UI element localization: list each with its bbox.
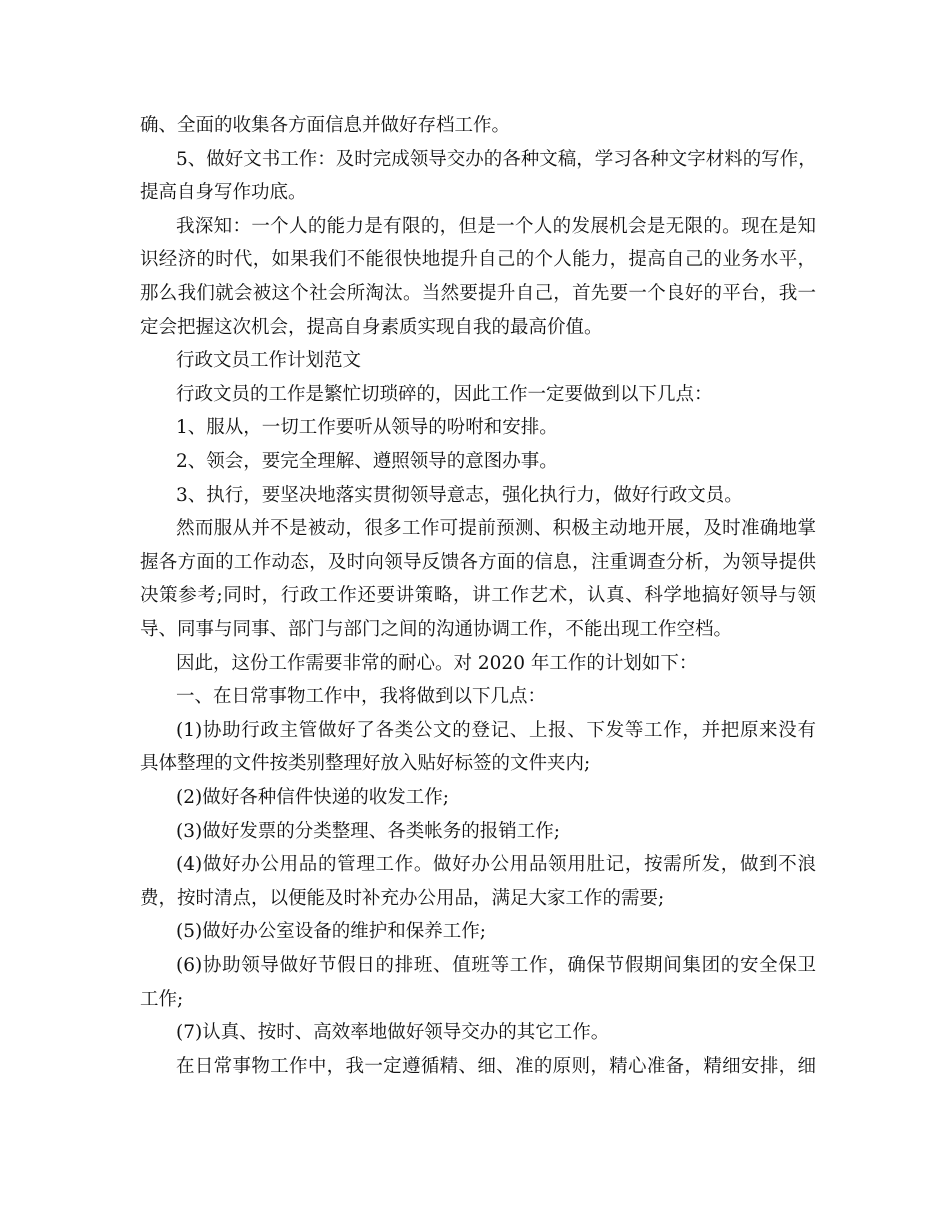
text-line: 在日常事物工作中，我一定遵循精、细、准的原则，精心准备，精细安排，细 [176, 1055, 816, 1077]
text-line: (7)认真、按时、高效率地做好领导交办的其它工作。 [176, 1022, 610, 1044]
text-line: 我深知：一个人的能力是有限的，但是一个人的发展机会是无限的。现在是知 [176, 215, 816, 237]
text-line: 因此，这份工作需要非常的耐心。对 2020 年工作的计划如下： [176, 652, 698, 674]
text-line: 行政文员工作计划范文 [176, 350, 362, 372]
text-line: 提高自身写作功底。 [140, 182, 307, 204]
text-line: (5)做好办公室设备的维护和保养工作; [176, 921, 486, 943]
text-line: 然而服从并不是被动，很多工作可提前预测、积极主动地开展，及时准确地掌 [176, 518, 816, 540]
text-line: 定会把握这次机会，提高自身素质实现自我的最高价值。 [140, 316, 603, 338]
text-line: 一、在日常事物工作中，我将做到以下几点： [176, 686, 547, 708]
text-line: 费，按时清点，以便能及时补充办公用品，满足大家工作的需要; [140, 887, 665, 909]
text-line: 握各方面的工作动态，及时向领导反馈各方面的信息，注重调查分析，为领导提供 [140, 551, 816, 573]
text-line: (3)做好发票的分类整理、各类帐务的报销工作; [176, 820, 560, 842]
text-line: 那么我们就会被这个社会所淘汰。当然要提升自己，首先要一个良好的平台，我一 [140, 283, 816, 304]
text-line: (1)协助行政主管做好了各类公文的登记、上报、下发等工作，并把原来没有 [176, 719, 816, 741]
text-line: 识经济的时代，如果我们不能很快地提升自己的个人能力，提高自己的业务水平， [140, 249, 816, 271]
text-line: 1、服从，一切工作要听从领导的吩咐和安排。 [176, 417, 558, 439]
text-line: 确、全面的收集各方面信息并做好存档工作。 [140, 115, 511, 136]
text-line: 2、领会，要完全理解、遵照领导的意图办事。 [176, 451, 558, 472]
text-line: 具体整理的文件按类别整理好放入贴好标签的文件夹内; [140, 753, 591, 775]
text-line: 行政文员的工作是繁忙切琐碎的，因此工作一定要做到以下几点： [176, 383, 713, 405]
text-line: 3、执行，要坚决地落实贯彻领导意志，强化执行力，做好行政文员。 [176, 484, 743, 506]
text-line: (4)做好办公用品的管理工作。做好办公用品领用肚记，按需所发，做到不浪 [176, 854, 816, 876]
text-line: 导、同事与同事、部门与部门之间的沟通协调工作，不能出现工作空档。 [140, 619, 733, 640]
text-line: 5、做好文书工作：及时完成领导交办的各种文稿，学习各种文字材料的写作， [176, 148, 817, 170]
text-line: 决策参考;同时，行政工作还要讲策略，讲工作艺术，认真、科学地搞好领导与领 [140, 585, 816, 607]
text-line: 工作; [140, 988, 184, 1010]
text-line: (6)协助领导做好节假日的排班、值班等工作，确保节假期间集团的安全保卫 [176, 955, 816, 976]
text-line: (2)做好各种信件快递的收发工作; [176, 787, 449, 808]
